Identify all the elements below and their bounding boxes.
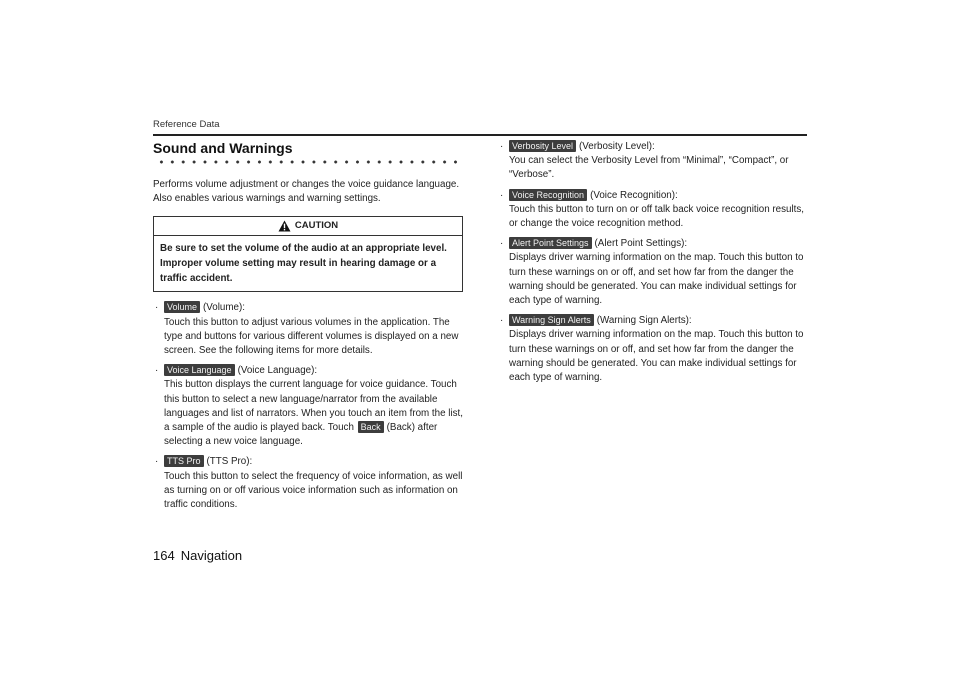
caution-box (153, 216, 463, 292)
bullet: · (500, 189, 504, 201)
back-button[interactable]: Back (358, 421, 384, 433)
list-item-voice-recognition (498, 189, 810, 232)
bullet: · (155, 365, 159, 377)
caution-header (154, 217, 462, 236)
list-item-verbosity-level (498, 140, 810, 183)
right-column (498, 140, 810, 391)
reference-label: Reference Data (153, 119, 220, 130)
item-title: (Voice Language): (237, 365, 318, 377)
item-description: Displays driver warning information on the map. Touch this button to turn these warnings on or off, and set how far from the danger the warning should be generated. You can make individual settings for each type of warning. (509, 252, 804, 307)
caution-label: CAUTION (294, 220, 339, 232)
header-rule (153, 134, 807, 136)
list-item-voice-language (153, 364, 465, 449)
item-description: Touch this button to select the frequency of voice information, as well as turning on or off various voice information such as information on traffic conditions. (164, 470, 463, 511)
list-item-warning-sign-alerts (498, 314, 810, 385)
alert-point-settings-button[interactable]: Alert Point Settings (509, 237, 592, 249)
left-column (153, 178, 465, 518)
verbosity-level-button[interactable]: Verbosity Level (509, 140, 576, 152)
item-description: Touch this button to turn on or off talk back voice recognition results, or change the voice recognition method. (509, 203, 804, 230)
volume-button[interactable]: Volume (164, 301, 200, 313)
item-title: (Volume): (203, 302, 245, 314)
warning-sign-alerts-button[interactable]: Warning Sign Alerts (509, 314, 594, 326)
voice-recognition-button[interactable]: Voice Recognition (509, 189, 587, 201)
left-item-list (153, 301, 465, 512)
page-footer (153, 548, 242, 563)
intro-line-2: Also enables various warnings and warning settings. (153, 193, 381, 205)
item-description-continued: (Back) after selecting a new voice language. (164, 422, 438, 448)
list-item-tts-pro (153, 455, 465, 512)
item-description: This button displays the current language for voice guidance. Touch this button to select a new language/narrator from the available languages and list of narrators. When you touch an item from the list, a sample of the audio is played back. Touch (164, 379, 463, 434)
warning-triangle-icon (278, 220, 291, 232)
section-title: Sound and Warnings (153, 140, 293, 156)
item-description: You can select the Verbosity Level from “Minimal”, “Compact”, or “Verbose”. (509, 155, 789, 181)
bullet: · (500, 238, 504, 250)
item-description: Touch this button to adjust various volumes in the application. The type and buttons for various different volumes is displayed on a new screen. See the following items for more details. (164, 316, 459, 357)
bullet: · (500, 315, 504, 327)
item-description: Displays driver warning information on the map. Touch this button to turn these warnings on or off, and set how far from the danger the warning should be generated. You can make individual settings for each type of warning. (509, 329, 804, 384)
item-title: (Warning Sign Alerts): (596, 315, 692, 327)
item-title: (Alert Point Settings): (594, 238, 688, 250)
bullet: · (155, 302, 159, 314)
list-item-volume (153, 301, 465, 358)
intro-line-1: Performs volume adjustment or changes the voice guidance language. (153, 179, 460, 190)
bullet: · (155, 456, 159, 468)
item-title: (TTS Pro): (206, 456, 253, 468)
dotted-divider (156, 160, 462, 164)
list-item-alert-point-settings (498, 237, 810, 308)
item-title: (Voice Recognition): (590, 189, 678, 201)
bullet: · (500, 141, 504, 152)
voice-language-button[interactable]: Voice Language (164, 364, 235, 376)
tts-pro-button[interactable]: TTS Pro (164, 455, 204, 467)
footer-section-title: Navigation (180, 548, 243, 563)
caution-text: Be sure to set the volume of the audio at an appropriate level. Improper volume setting may result in hearing damage or a traffic accident. (160, 243, 447, 285)
page-number: 164 (153, 548, 175, 563)
item-title: (Verbosity Level): (579, 141, 655, 152)
intro-text (153, 178, 465, 206)
